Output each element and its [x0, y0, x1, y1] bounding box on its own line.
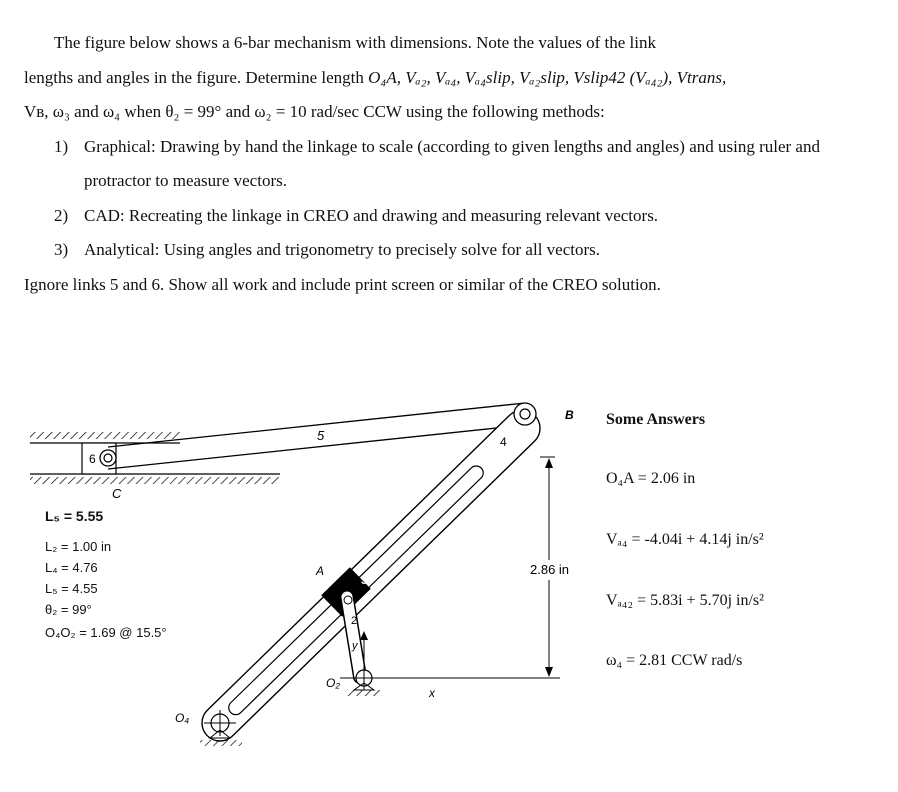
problem-line-2-vars: O₄A, Vₐ₂, Vₐ₄, Vₐ₄slip, Vₐ₂slip, Vslip42 (Vₐ₄₂), Vtrans,	[368, 67, 727, 87]
label-6: 6	[89, 452, 96, 466]
method-number: 1)	[54, 136, 69, 156]
problem-line-1: The figure below shows a 6-bar mechanism with dimensions. Note the values of the link	[54, 33, 656, 52]
pin-c-inner	[104, 454, 112, 462]
pin-a	[344, 596, 352, 604]
label-y: y	[352, 640, 358, 652]
dim-l5-bold: L₅ = 5.55	[45, 508, 104, 524]
answer-va42: Vₐ₄₂ = 5.83i + 5.70j in/s²	[606, 592, 764, 609]
label-o2: O₂	[326, 676, 340, 690]
label-4: 4	[500, 435, 507, 449]
label-b: B	[565, 408, 574, 422]
dim-arrow-bottom	[545, 667, 553, 677]
label-a: A	[316, 564, 325, 578]
answer-o4a: O₄A = 2.06 in	[606, 470, 696, 487]
pivot-o4-ground	[200, 740, 242, 746]
method-number: 2)	[54, 205, 69, 225]
problem-line-3: Vʙ, ω₃ and ω₄ when θ₂ = 99° and ω₂ = 10 rad/sec CCW using the following methods:	[24, 102, 605, 121]
label-5: 5	[317, 428, 325, 443]
problem-closing: Ignore links 5 and 6. Show all work and include print screen or similar of the CREO solution.	[24, 274, 661, 294]
pin-b-inner	[520, 409, 530, 419]
pivot-o2-ground	[346, 690, 382, 696]
label-o4: O₄	[175, 711, 190, 725]
dim-l4: L₄ = 4.76	[45, 560, 98, 575]
method-text: Analytical: Using angles and trigonometry to precisely solve for all vectors.	[84, 240, 601, 259]
method-text: Graphical: Drawing by hand the linkage to scale (according to given lengths and angles) and using ruler and protractor to measure vectors.	[84, 136, 820, 190]
dim-l5: L₅ = 4.55	[45, 581, 98, 596]
method-text: CAD: Recreating the linkage in CREO and drawing and measuring relevant vectors.	[84, 205, 659, 225]
answer-w4: ω₄ = 2.81 CCW rad/s	[606, 652, 743, 669]
dim-l2: L₂ = 1.00 in	[45, 539, 112, 554]
ground-hatch-top	[30, 432, 180, 439]
dim-o4o2: O₄O₂ = 1.69 @ 15.5°	[45, 625, 167, 640]
label-3: 3	[361, 575, 368, 587]
problem-line-2-text: lengths and angles in the figure. Determine length	[24, 67, 369, 87]
answer-va4: Vₐ₄ = -4.04i + 4.14j in/s²	[606, 531, 764, 548]
dim-arrow-top	[545, 458, 553, 468]
label-c: C	[112, 486, 122, 501]
y-axis-arrow	[360, 631, 368, 640]
label-height: 2.86 in	[530, 562, 570, 577]
ground-hatch-bottom	[30, 477, 280, 484]
label-x: x	[429, 686, 435, 700]
method-number: 3)	[54, 240, 69, 259]
answers-title: Some Answers	[606, 411, 706, 428]
dim-theta2: θ₂ = 99°	[45, 602, 92, 617]
label-2: 2	[351, 615, 358, 627]
